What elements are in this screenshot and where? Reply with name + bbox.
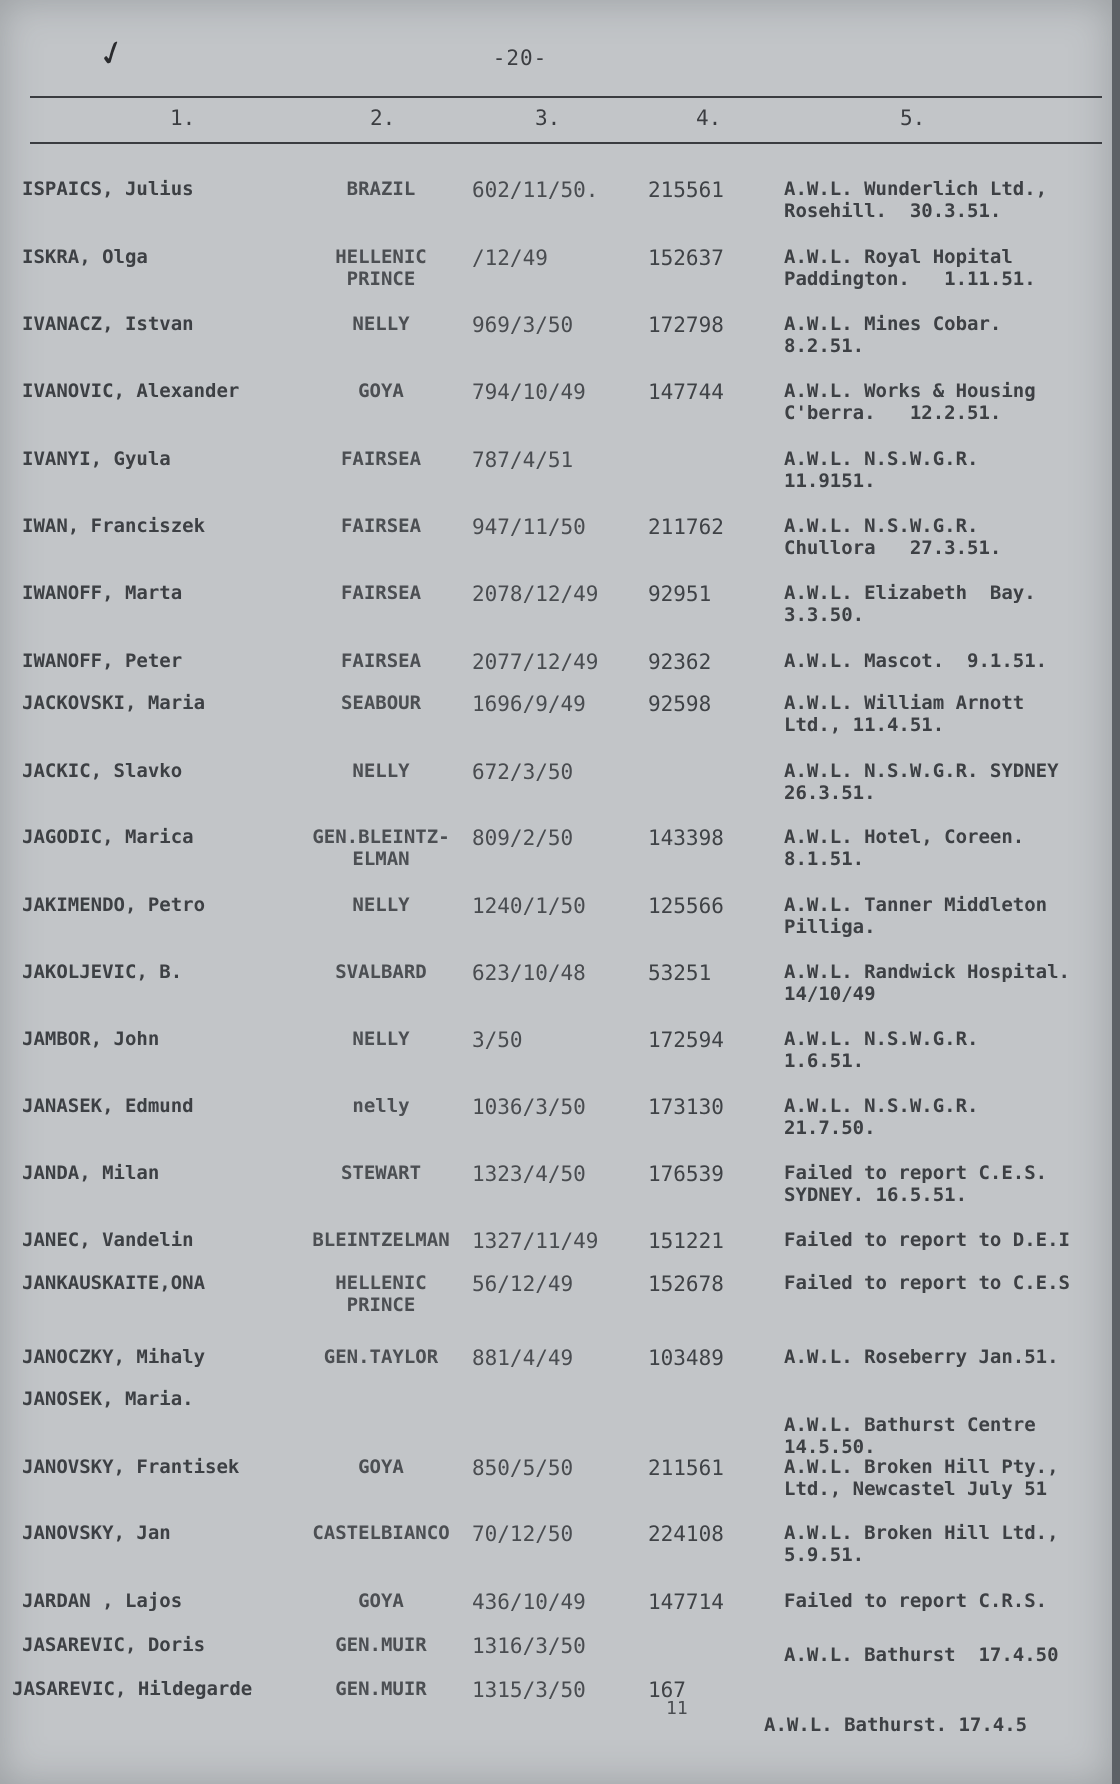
ship-cell: NELLY: [352, 894, 410, 916]
check-mark: ✓: [92, 30, 132, 78]
ship-cell: GEN.MUIR: [335, 1634, 427, 1656]
ship-cell: NELLY: [352, 1028, 410, 1050]
number-cell: 167: [648, 1678, 686, 1702]
column-header-5: 5.: [900, 106, 926, 130]
column-header-3: 3.: [535, 106, 561, 130]
reference-cell: 1323/4/50: [472, 1162, 586, 1186]
ship-cell: GEN.MUIR: [335, 1678, 427, 1700]
reference-cell: 70/12/50: [472, 1522, 574, 1546]
header-rule-bottom: [30, 142, 1102, 144]
ship-cell: nelly: [352, 1095, 410, 1117]
reference-cell: 1316/3/50: [472, 1634, 586, 1658]
name-cell: JASAREVIC, Hildegarde: [12, 1678, 253, 1700]
reference-cell: 850/5/50: [472, 1456, 574, 1480]
name-cell: IWANOFF, Peter: [22, 650, 183, 672]
number-cell: 173130: [648, 1095, 724, 1119]
column-header-4: 4.: [696, 106, 722, 130]
footer-mark: 11: [666, 1698, 688, 1719]
destination-cell: A.W.L. N.S.W.G.R. 1.6.51.: [784, 1028, 979, 1072]
destination-cell: A.W.L. Works & Housing C'berra. 12.2.51.: [784, 380, 1036, 424]
header-rule-top: [30, 96, 1102, 98]
number-cell: 92951: [648, 582, 712, 606]
ship-cell: STEWART: [340, 1162, 422, 1184]
number-cell: 172798: [648, 313, 724, 337]
destination-cell: A.W.L. Bathurst 17.4.50: [784, 1644, 1059, 1666]
name-cell: JANOCZKY, Mihaly: [22, 1346, 206, 1368]
destination-cell: Failed to report C.R.S.: [784, 1590, 1048, 1612]
destination-cell: A.W.L. N.S.W.G.R. Chullora 27.3.51.: [784, 515, 1002, 559]
ship-cell: CASTELBIANCO: [312, 1522, 450, 1544]
name-cell: JAKOLJEVIC, B.: [22, 961, 183, 983]
number-cell: 147744: [648, 380, 724, 404]
name-cell: JAKIMENDO, Petro: [22, 894, 206, 916]
ship-cell: FAIRSEA: [340, 448, 422, 470]
destination-cell: A.W.L. Broken Hill Pty., Ltd., Newcastel July 51: [784, 1456, 1059, 1500]
name-cell: JANKAUSKAITE,ONA: [22, 1272, 206, 1294]
name-cell: JACKIC, Slavko: [22, 760, 183, 782]
number-cell: 151221: [648, 1229, 724, 1253]
ship-cell: NELLY: [352, 760, 410, 782]
reference-cell: 947/11/50: [472, 515, 586, 539]
ship-cell: GOYA: [358, 1456, 404, 1478]
ship-cell: FAIRSEA: [340, 650, 422, 672]
reference-cell: /12/49: [472, 246, 548, 270]
number-cell: 143398: [648, 826, 724, 850]
ship-cell: GEN.BLEINTZ- ELMAN: [312, 826, 450, 870]
number-cell: 224108: [648, 1522, 724, 1546]
reference-cell: 787/4/51: [472, 448, 574, 472]
name-cell: IVANYI, Gyula: [22, 448, 171, 470]
name-cell: JANOVSKY, Frantisek: [22, 1456, 240, 1478]
ship-cell: BRAZIL: [346, 178, 416, 200]
destination-cell: A.W.L. Hotel, Coreen. 8.1.51.: [784, 826, 1025, 870]
destination-cell: A.W.L. Royal Hopital Paddington. 1.11.51.: [784, 246, 1036, 290]
ship-cell: SEABOUR: [340, 692, 422, 714]
destination-cell: A.W.L. Bathurst. 17.4.5: [764, 1714, 1028, 1736]
name-cell: JAMBOR, John: [22, 1028, 160, 1050]
destination-cell: A.W.L. Elizabeth Bay. 3.3.50.: [784, 582, 1036, 626]
destination-cell: A.W.L. N.S.W.G.R. SYDNEY 26.3.51.: [784, 760, 1059, 804]
ship-cell: GOYA: [358, 1590, 404, 1612]
reference-cell: 3/50: [472, 1028, 523, 1052]
reference-cell: 1240/1/50: [472, 894, 586, 918]
ship-cell: SVALBARD: [335, 961, 427, 983]
page-number: -20-: [492, 46, 548, 70]
number-cell: 92362: [648, 650, 712, 674]
name-cell: JAGODIC, Marica: [22, 826, 194, 848]
destination-cell: A.W.L. Roseberry Jan.51.: [784, 1346, 1059, 1368]
reference-cell: 794/10/49: [472, 380, 586, 404]
destination-cell: Failed to report to D.E.I: [784, 1229, 1070, 1251]
column-header-2: 2.: [370, 106, 396, 130]
destination-cell: A.W.L. N.S.W.G.R. 21.7.50.: [784, 1095, 979, 1139]
destination-cell: A.W.L. Mascot. 9.1.51.: [784, 650, 1048, 672]
number-cell: 103489: [648, 1346, 724, 1370]
ship-cell: FAIRSEA: [340, 515, 422, 537]
number-cell: 215561: [648, 178, 724, 202]
name-cell: IWAN, Franciszek: [22, 515, 206, 537]
reference-cell: 1036/3/50: [472, 1095, 586, 1119]
destination-cell: A.W.L. Broken Hill Ltd., 5.9.51.: [784, 1522, 1059, 1566]
reference-cell: 623/10/48: [472, 961, 586, 985]
name-cell: IWANOFF, Marta: [22, 582, 183, 604]
reference-cell: 602/11/50.: [472, 178, 599, 202]
name-cell: JANASEK, Edmund: [22, 1095, 194, 1117]
name-cell: ISKRA, Olga: [22, 246, 148, 268]
reference-cell: 1696/9/49: [472, 692, 586, 716]
number-cell: 53251: [648, 961, 712, 985]
name-cell: JANOSEK, Maria.: [22, 1388, 194, 1410]
number-cell: 125566: [648, 894, 724, 918]
name-cell: JANOVSKY, Jan: [22, 1522, 171, 1544]
number-cell: 92598: [648, 692, 712, 716]
destination-cell: A.W.L. N.S.W.G.R. 11.9151.: [784, 448, 979, 492]
ship-cell: HELLENIC PRINCE: [335, 1272, 427, 1316]
reference-cell: 2077/12/49: [472, 650, 599, 674]
destination-cell: A.W.L. Wunderlich Ltd., Rosehill. 30.3.51.: [784, 178, 1048, 222]
ship-cell: BLEINTZELMAN: [312, 1229, 450, 1251]
destination-cell: Failed to report to C.E.S: [784, 1272, 1070, 1294]
number-cell: 152637: [648, 246, 724, 270]
destination-cell: Failed to report C.E.S. SYDNEY. 16.5.51.: [784, 1162, 1048, 1206]
reference-cell: 881/4/49: [472, 1346, 574, 1370]
destination-cell: A.W.L. Mines Cobar. 8.2.51.: [784, 313, 1002, 357]
ship-cell: GEN.TAYLOR: [323, 1346, 439, 1368]
reference-cell: 1315/3/50: [472, 1678, 586, 1702]
number-cell: 147714: [648, 1590, 724, 1614]
number-cell: 211762: [648, 515, 724, 539]
ship-cell: HELLENIC PRINCE: [335, 246, 427, 290]
name-cell: ISPAICS, Julius: [22, 178, 194, 200]
reference-cell: 809/2/50: [472, 826, 574, 850]
number-cell: 211561: [648, 1456, 724, 1480]
name-cell: IVANACZ, Istvan: [22, 313, 194, 335]
reference-cell: 56/12/49: [472, 1272, 574, 1296]
number-cell: 176539: [648, 1162, 724, 1186]
name-cell: IVANOVIC, Alexander: [22, 380, 240, 402]
name-cell: JARDAN , Lajos: [22, 1590, 183, 1612]
destination-cell: A.W.L. Randwick Hospital. 14/10/49: [784, 961, 1070, 1005]
destination-cell: A.W.L. Bathurst Centre 14.5.50.: [784, 1414, 1036, 1458]
ship-cell: GOYA: [358, 380, 404, 402]
destination-cell: A.W.L. William Arnott Ltd., 11.4.51.: [784, 692, 1025, 736]
reference-cell: 969/3/50: [472, 313, 574, 337]
destination-cell: A.W.L. Tanner Middleton Pilliga.: [784, 894, 1048, 938]
ship-cell: NELLY: [352, 313, 410, 335]
reference-cell: 2078/12/49: [472, 582, 599, 606]
reference-cell: 672/3/50: [472, 760, 574, 784]
name-cell: JASAREVIC, Doris: [22, 1634, 206, 1656]
name-cell: JANDA, Milan: [22, 1162, 160, 1184]
number-cell: 172594: [648, 1028, 724, 1052]
number-cell: 152678: [648, 1272, 724, 1296]
reference-cell: 1327/11/49: [472, 1229, 599, 1253]
column-header-1: 1.: [170, 106, 196, 130]
name-cell: JACKOVSKI, Maria: [22, 692, 206, 714]
ship-cell: FAIRSEA: [340, 582, 422, 604]
reference-cell: 436/10/49: [472, 1590, 586, 1614]
name-cell: JANEC, Vandelin: [22, 1229, 194, 1251]
